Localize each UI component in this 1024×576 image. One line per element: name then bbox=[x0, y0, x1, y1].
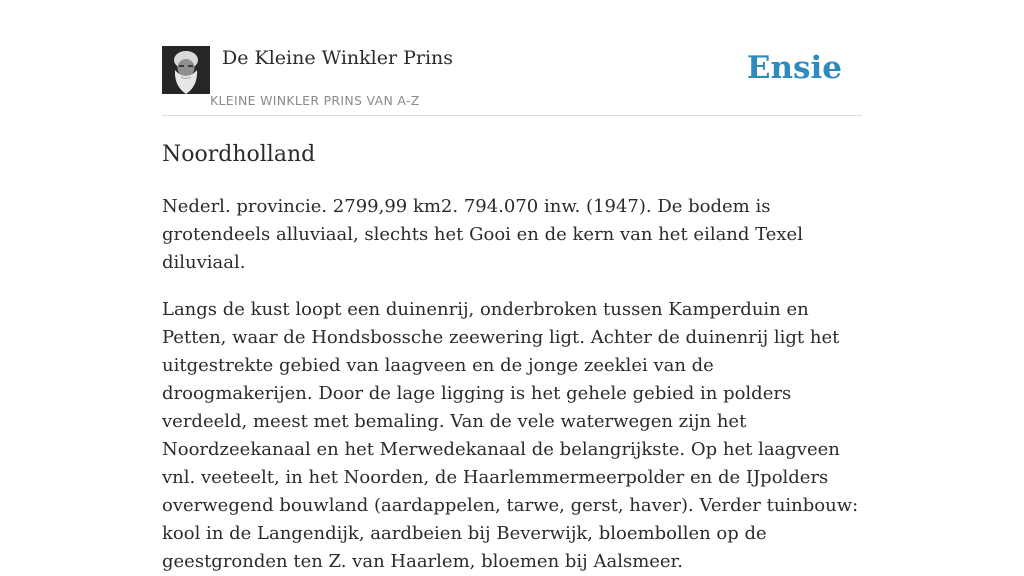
header bbox=[162, 46, 862, 116]
book-subtitle-link[interactable]: KLEINE WINKLER PRINS VAN A-Z bbox=[210, 93, 420, 108]
avatar[interactable] bbox=[162, 46, 210, 94]
brand-logo[interactable]: Ensie bbox=[746, 50, 842, 86]
bearded-man-portrait-icon bbox=[162, 46, 210, 94]
article-paragraph: Langs de kust loopt een duinenrij, onderbroken tussen Kamperduin en Petten, waar de Hondsbossche zeewering ligt. Achter de duinenrij ligt het uitgestrekte gebied van laagveen en de jonge zeeklei van de droogmakerijen. Door de lage ligging is het gehele gebied in polders verdeeld, meest met bemaling. Van de vele waterwegen zijn het Noordzeekanaal en het Merwedekanaal de belangrijkste. Op het laagveen vnl. veeteelt, in het Noorden, de Haarlemmermeerpolder en de IJpolders overwegend bouwland (aardappelen, tarwe, gerst, haver). Verder tuinbouw: kool in de Langendijk, aardbeien bij Beverwijk, bloembollen op de geestgronden ten Z. van Haarlem, bloemen bij Aalsmeer. bbox=[162, 299, 859, 572]
article-title: Noordholland bbox=[162, 142, 316, 167]
page bbox=[162, 0, 862, 576]
article-paragraph: Nederl. provincie. 2799,99 km2. 794.070 inw. (1947). De bodem is grotendeels alluviaal, slechts het Gooi en de kern van het eiland Texel diluviaal. bbox=[162, 196, 803, 273]
book-title-link[interactable]: De Kleine Winkler Prins bbox=[222, 47, 454, 69]
